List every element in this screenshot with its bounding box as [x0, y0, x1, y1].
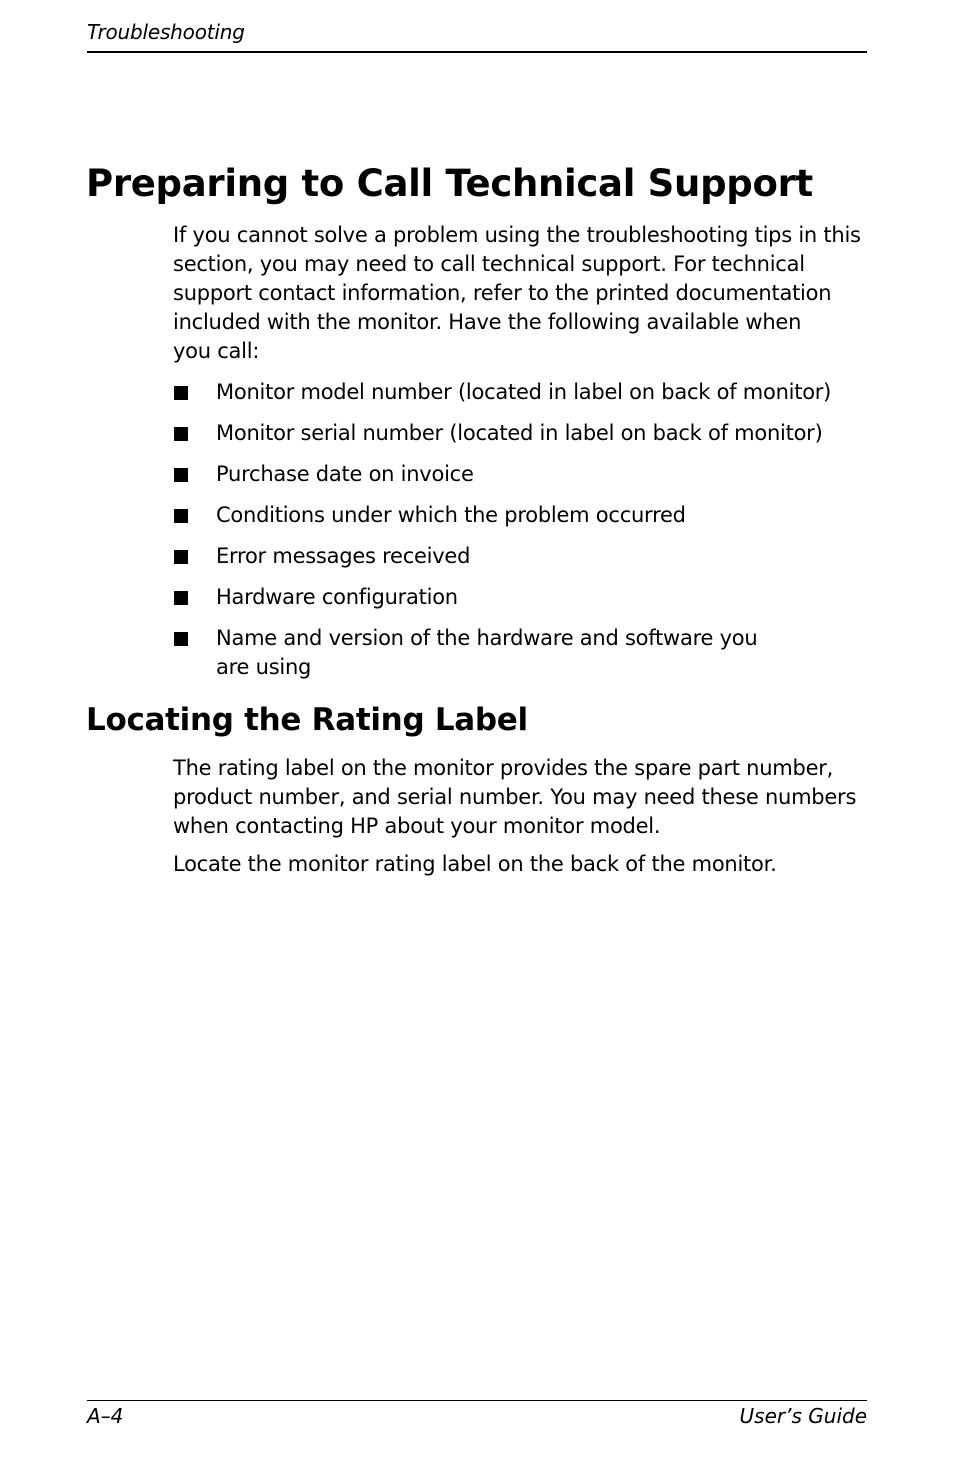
list-item-line: Conditions under which the problem occurred	[216, 503, 686, 527]
list-item-line: Error messages received	[216, 544, 471, 568]
intro-line: section, you may need to call technical support. For technical	[173, 252, 805, 276]
square-bullet-icon	[174, 509, 188, 523]
running-footer	[87, 1400, 867, 1441]
guide-title: User’s Guide	[739, 1404, 867, 1428]
list-item-text	[216, 460, 474, 489]
list-item-text	[216, 624, 757, 682]
list-item-text	[216, 419, 823, 448]
list-item-text	[216, 501, 686, 530]
running-header	[87, 19, 867, 53]
list-item-line: Monitor serial number (located in label on back of monitor)	[216, 421, 823, 445]
square-bullet-icon	[174, 468, 188, 482]
intro-line: included with the monitor. Have the following available when	[173, 310, 802, 334]
intro-line: If you cannot solve a problem using the troubleshooting tips in this	[173, 223, 861, 247]
list-item-line: Monitor model number (located in label on back of monitor)	[216, 380, 832, 404]
intro-line: you call:	[173, 339, 260, 363]
list-item-line: Hardware configuration	[216, 585, 458, 609]
header-title: Troubleshooting	[87, 20, 245, 44]
list-item-line: Purchase date on invoice	[216, 462, 474, 486]
list-item-text	[216, 378, 831, 407]
rating-line: product number, and serial number. You may need these numbers	[173, 785, 857, 809]
page-number: A–4	[87, 1404, 124, 1428]
square-bullet-icon	[174, 550, 188, 564]
rating-paragraph	[173, 754, 873, 841]
list-item-line: Name and version of the hardware and software you	[216, 626, 758, 650]
list-item-line: are using	[216, 655, 312, 679]
rating-location-line: Locate the monitor rating label on the back of the monitor.	[173, 852, 777, 876]
rating-line: The rating label on the monitor provides the spare part number,	[173, 756, 834, 780]
section-heading-rating-label: Locating the Rating Label	[86, 702, 528, 738]
square-bullet-icon	[174, 632, 188, 646]
square-bullet-icon	[174, 427, 188, 441]
square-bullet-icon	[174, 591, 188, 605]
list-item-text	[216, 542, 470, 571]
square-bullet-icon	[174, 386, 188, 400]
intro-line: support contact information, refer to the printed documentation	[173, 281, 832, 305]
rating-location-paragraph	[173, 850, 873, 879]
intro-paragraph	[173, 221, 873, 366]
section-heading-technical-support: Preparing to Call Technical Support	[86, 162, 813, 205]
rating-line: when contacting HP about your monitor model.	[173, 814, 661, 838]
list-item-text	[216, 583, 458, 612]
